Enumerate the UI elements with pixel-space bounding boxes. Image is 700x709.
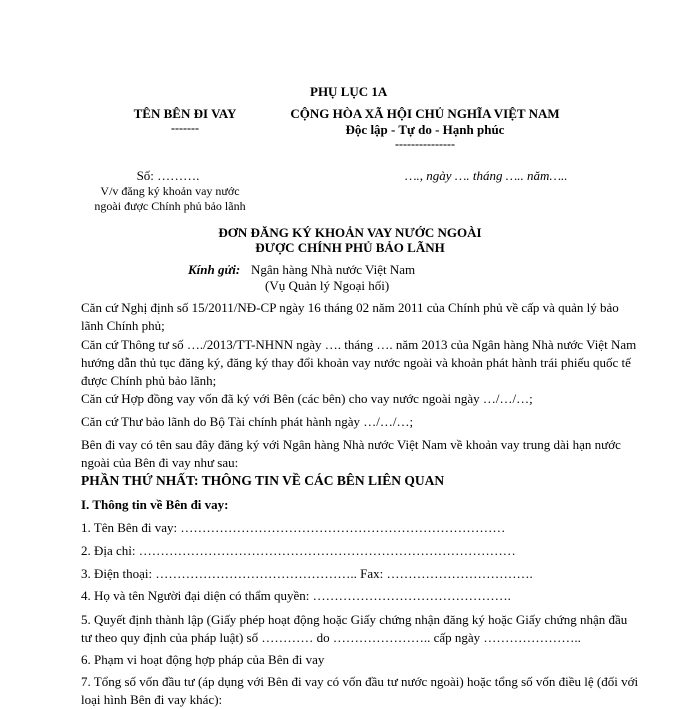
document-number: Số: ………. [136,168,200,183]
section-one-title: I. Thông tin về Bên đi vay: [81,497,229,512]
addressee-line-2: (Vụ Quản lý Ngoại hối) [265,278,390,293]
national-motto: Độc lập - Tự do - Hạnh phúc [345,122,505,137]
field-phone-fax: 3. Điện thoại: ……………………………………….. Fax: ……………………………. [81,566,533,581]
motto-dash: --------------- [395,137,455,151]
subject-line-1: V/v đăng ký khoản vay nước [100,184,240,198]
national-title: CỘNG HÒA XÃ HỘI CHỦ NGHĨA VIỆT NAM [290,106,560,121]
borrower-name-header: TÊN BÊN ĐI VAY [133,106,237,121]
field-address: 2. Địa chỉ: …………………………………………………………………………… [81,543,516,558]
addressee-label: Kính gửi: [188,262,241,277]
field-establishment: 5. Quyết định thành lập (Giấy phép hoạt động hoặc Giấy chứng nhận đăng ký hoặc Giấy chứng nhận đầu tư theo quy định của pháp luật) số ………… do ………………….. cấp ngày ………………….. [81,612,628,645]
appendix-label: PHỤ LỤC 1A [310,84,388,99]
field-borrower-name: 1. Tên Bên đi vay: ………………………………………………………………… [81,520,506,535]
form-title-line-1: ĐƠN ĐĂNG KÝ KHOẢN VAY NƯỚC NGOÀI [218,225,482,240]
field-representative: 4. Họ và tên Người đại diện có thẩm quyền: ………………………………………. [81,588,511,603]
addressee-line-1: Ngân hàng Nhà nước Việt Nam [251,262,416,277]
form-title-line-2: ĐƯỢC CHÍNH PHỦ BẢO LÃNH [255,240,445,255]
borrower-dash: ------- [171,121,199,135]
date-line: …., ngày …. tháng ….. năm….. [405,168,568,183]
field-capital: 7. Tổng số vốn đầu tư (áp dụng với Bên đi vay có vốn đầu tư nước ngoài) hoặc tổng số vốn điều lệ (đối với loại hình Bên đi vay khác): [81,674,639,707]
basis-paragraph-3: Căn cứ Hợp đồng vay vốn đã ký với Bên (các bên) cho vay nước ngoài ngày …/…/…; [81,391,533,406]
field-scope: 6. Phạm vi hoạt động hợp pháp của Bên đi vay [81,652,325,667]
part-one-title: PHẦN THỨ NHẤT: THÔNG TIN VỀ CÁC BÊN LIÊN QUAN [81,473,445,488]
basis-paragraph-1: Căn cứ Nghị định số 15/2011/NĐ-CP ngày 16 tháng 02 năm 2011 của Chính phủ về cấp và quản lý bảo lãnh Chính phủ; [81,300,619,333]
basis-paragraph-4: Căn cứ Thư bảo lãnh do Bộ Tài chính phát hành ngày …/…/…; [81,414,414,429]
basis-paragraph-5: Bên đi vay có tên sau đây đăng ký với Ngân hàng Nhà nước Việt Nam về khoản vay trung dài hạn nước ngoài của Bên đi vay như sau: [81,437,621,470]
basis-paragraph-2: Căn cứ Thông tư số …./2013/TT-NHNN ngày …. tháng …. năm 2013 của Ngân hàng Nhà nước Việt Nam hướng dẫn thủ tục đăng ký, đăng ký thay đổi khoản vay nước ngoài và khoản phát hành trái phiếu quốc tế được Chính phủ bảo lãnh; [81,337,637,388]
subject-line-2: ngoài được Chính phủ bảo lãnh [94,199,246,213]
